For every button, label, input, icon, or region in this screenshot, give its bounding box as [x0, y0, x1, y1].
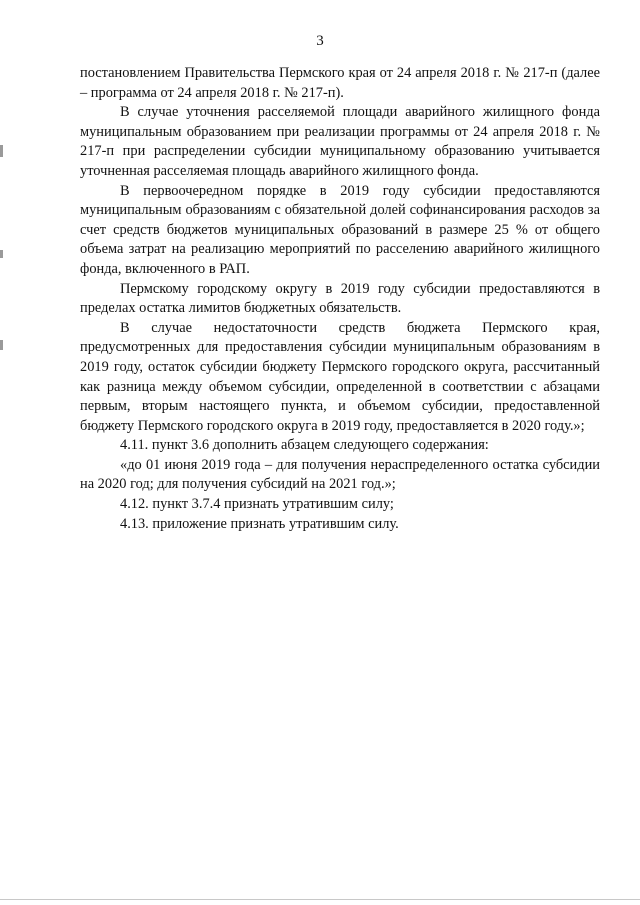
paragraph-1-continuation: постановлением Правительства Пермского края от 24 апреля 2018 г. № 217-п (далее – программа от 24 апреля 2018 г. № 217-п). — [80, 65, 600, 101]
scan-bottom-edge — [0, 899, 640, 900]
paragraph-9: 4.13. приложение признать утратившим силу. — [120, 515, 399, 532]
paragraph-7: «до 01 июня 2019 года – для получения нераспределенного остатка субсидии на 2020 год; для получения субсидий на 2021 год.»; — [80, 456, 600, 493]
paragraph-2: В случае уточнения расселяемой площади аварийного жилищного фонда муниципальным образованием при реализации программы от 24 апреля 2018 г. № 217-п при распределении субсидии муниципальному образованию учитывается уточненная расселяемая площадь аварийного жилищного фонда. — [80, 104, 600, 179]
paragraph-3: В первоочередном порядке в 2019 году субсидии предоставляются муниципальным образованиям с обязательной долей софинансирования расходов за счет средств бюджетов муниципальных образований в размере 25 % от общего объема затрат на реализацию мероприятий по расселению аварийного жилищного фонда, включенного в РАП. — [80, 182, 600, 277]
page-number: 3 — [316, 33, 324, 49]
paragraph-5: В случае недостаточности средств бюджета Пермского края, предусмотренных для предоставления субсидии муниципальным образованиям в 2019 году, остаток субсидии бюджету Пермского городского округа, рассчитанный как разница между объемом субсидии, определенной в соответствии с абзацами первым, вторым настоящего пункта, и объемом субсидии, предоставленной бюджету Пермского городского округа в 2019 году, предоставляется в 2020 году.»; — [80, 319, 600, 434]
paragraph-8: 4.12. пункт 3.7.4 признать утратившим силу; — [120, 496, 394, 513]
paragraph-6: 4.11. пункт 3.6 дополнить абзацем следующего содержания: — [120, 437, 489, 454]
scan-edge-mark — [0, 340, 3, 350]
paragraph-4: Пермскому городскому округу в 2019 году субсидии предоставляются в пределах остатка лимитов бюджетных обязательств. — [80, 280, 600, 317]
scan-edge-mark — [0, 250, 3, 258]
scan-edge-mark — [0, 145, 3, 157]
document-body — [80, 64, 600, 534]
